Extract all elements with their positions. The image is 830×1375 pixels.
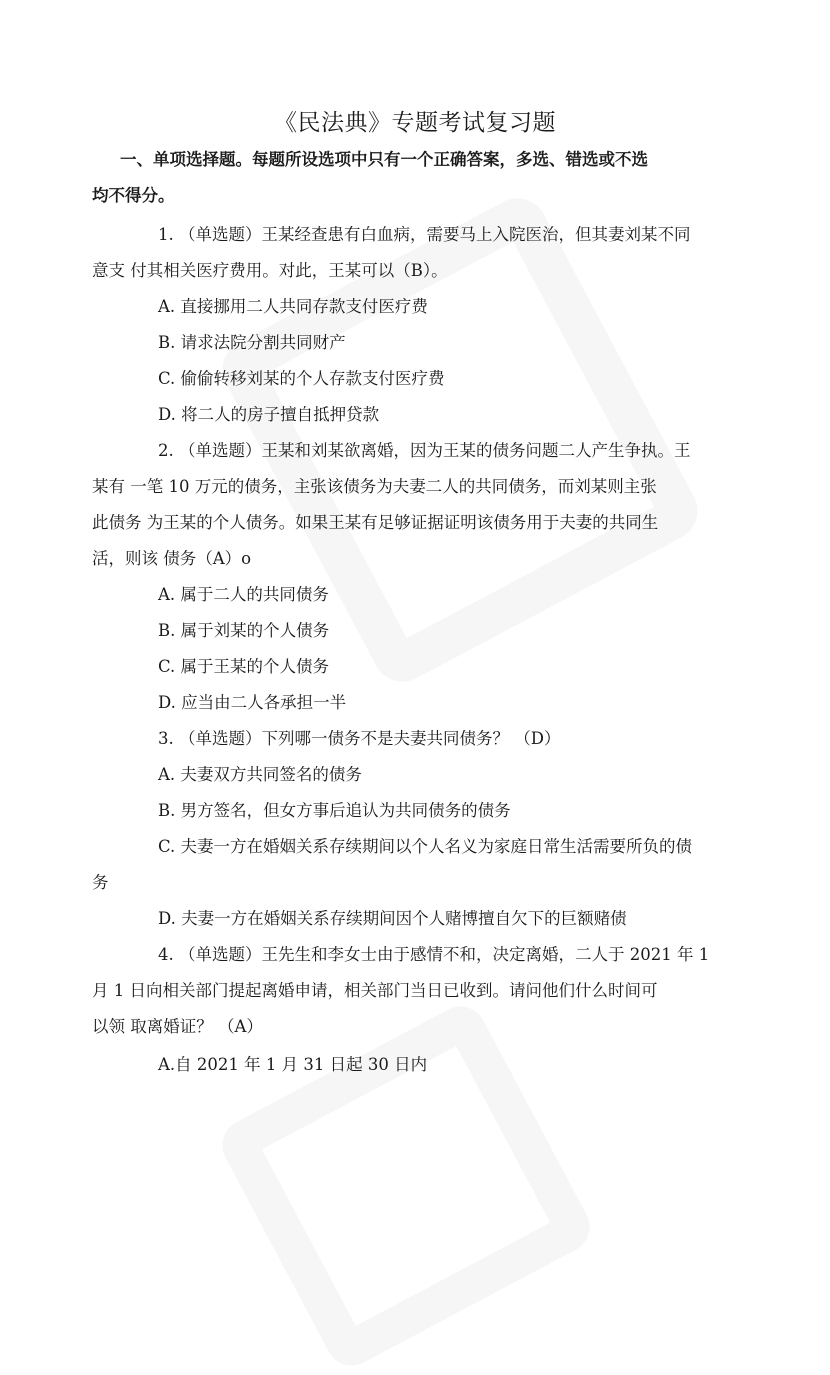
question-3-option-b: B. 男方签名，但女方事后追认为共同债务的债务: [158, 801, 511, 820]
question-4-option-a: A.自 2021 年 1 月 31 日起 30 日内: [158, 1055, 428, 1074]
question-1-option-a: A. 直接挪用二人共同存款支付医疗费: [158, 297, 428, 316]
question-4-line3: 以领 取离婚证？ （A）: [92, 1017, 263, 1036]
question-3-option-d: D. 夫妻一方在婚姻关系存续期间因个人赌博擅自欠下的巨额赌债: [158, 909, 627, 928]
question-2-line1: 2. （单选题）王某和刘某欲离婚，因为王某的债务问题二人产生争执。王: [158, 441, 691, 460]
question-4-line1: 4. （单选题）王先生和李女士由于感情不和，决定离婚，二人于 2021 年 1: [158, 945, 710, 964]
document-title: 《民法典》专题考试复习题: [274, 110, 556, 136]
question-1-line1: 1. （单选题）王某经查患有白血病，需要马上入院医治，但其妻刘某不同: [158, 225, 691, 244]
section-heading-line2: 均不得分。: [92, 186, 175, 205]
question-1-option-d: D. 将二人的房子擅自抵押贷款: [158, 405, 380, 424]
question-3-option-c-line2: 务: [92, 873, 109, 892]
question-2-line2: 某有 一笔 10 万元的债务，主张该债务为夫妻二人的共同债务，而刘某则主张: [92, 477, 657, 496]
question-2-option-b: B. 属于刘某的个人债务: [158, 621, 330, 640]
section-heading-line1: 一、单项选择题。每题所设选项中只有一个正确答案，多选、错选或不选: [120, 150, 648, 169]
question-3-option-c-line1: C. 夫妻一方在婚姻关系存续期间以个人名义为家庭日常生活需要所负的债: [158, 837, 693, 856]
question-1-line2: 意支 付其相关医疗费用。对此，王某可以（B）。: [92, 261, 448, 280]
question-2-line3: 此债务 为王某的个人债务。如果王某有足够证据证明该债务用于夫妻的共同生: [92, 513, 659, 532]
question-1-option-c: C. 偷偷转移刘某的个人存款支付医疗费: [158, 369, 445, 388]
question-2-option-d: D. 应当由二人各承担一半: [158, 693, 347, 712]
question-3-line1: 3. （单选题）下列哪一债务不是夫妻共同债务？ （D）: [158, 729, 561, 748]
question-2-option-c: C. 属于王某的个人债务: [158, 657, 330, 676]
question-4-line2: 月 1 日向相关部门提起离婚申请，相关部门当日已收到。请问他们什么时间可: [92, 981, 658, 1000]
question-2-line4: 活，则该 债务（A）o: [92, 549, 252, 568]
question-3-option-a: A. 夫妻双方共同签名的债务: [158, 765, 362, 784]
question-1-option-b: B. 请求法院分割共同财产: [158, 333, 346, 352]
question-2-option-a: A. 属于二人的共同债务: [158, 585, 329, 604]
